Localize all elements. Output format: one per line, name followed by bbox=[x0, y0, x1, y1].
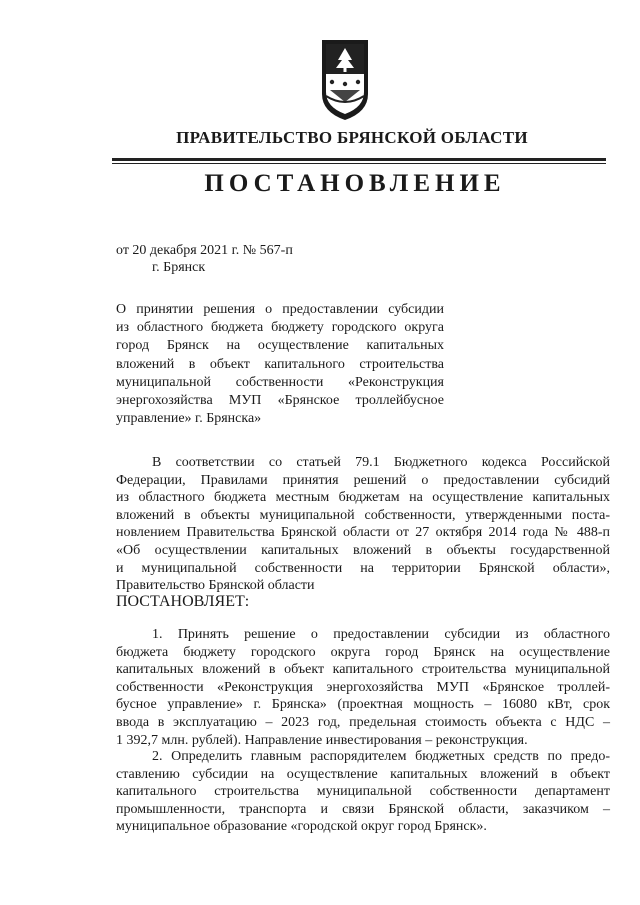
city: г. Брянск bbox=[152, 260, 206, 275]
preamble-line: и муниципальной собственности на территории Брянской области», bbox=[116, 560, 610, 576]
preamble-line: новлением Правительства Брянской области от 27 октября 2014 года № 488-п bbox=[116, 525, 610, 541]
item-2-line: капитального строительства муниципальной собственности департамент bbox=[116, 784, 610, 800]
item-1-line: капитальных вложений в объект капитального строительства муниципальной bbox=[116, 662, 610, 678]
bryansk-coat-of-arms-icon bbox=[318, 36, 372, 122]
item-1-line: 1. Принять решение о предоставлении субсидии из областного bbox=[152, 627, 610, 642]
item-2-line: 2. Определить главным распорядителем бюджетных средств по предо- bbox=[152, 749, 610, 764]
date-and-number: от 20 декабря 2021 г. № 567-п bbox=[116, 243, 293, 258]
item-1-line: бусное управление» г. Брянска» (проектная мощность – 16080 кВт, срок bbox=[116, 697, 610, 713]
header-divider-thick bbox=[112, 158, 606, 161]
preamble-line: «Об осуществлении капитальных вложений в объекты государственной bbox=[116, 542, 610, 558]
preamble-paragraph bbox=[116, 454, 610, 595]
item-2-line: муниципальное образование «городской округ город Брянск». bbox=[116, 819, 487, 835]
header-divider-thin bbox=[112, 163, 606, 164]
subject-line: муниципальной собственности «Реконструкция bbox=[116, 374, 444, 390]
document-type-title: ПОСТАНОВЛЕНИЕ bbox=[204, 170, 506, 197]
item-1-line: собственности «Реконструкция энергохозяйства МУП «Брянское троллей- bbox=[116, 679, 610, 695]
preamble-line: Федерации, Правилами принятия решений о предоставлении субсидий bbox=[116, 472, 610, 488]
government-title: ПРАВИТЕЛЬСТВО БРЯНСКОЙ ОБЛАСТИ bbox=[176, 128, 528, 147]
subject-line: вложений в объект капитального строительства bbox=[116, 356, 444, 372]
subject-line: О принятии решения о предоставлении субсидии bbox=[116, 302, 444, 317]
preamble-line: В соответствии со статьей 79.1 Бюджетного кодекса Российской bbox=[152, 455, 610, 470]
subject-line: энергохозяйства МУП «Брянское троллейбусное bbox=[116, 393, 444, 409]
preamble-line: из областного бюджета местным бюджетам на осуществление капитальных bbox=[116, 490, 610, 506]
preamble-line: Правительство Брянской области bbox=[116, 578, 315, 594]
preamble-line: вложений в объекты муниципальной собственности, утвержденными поста- bbox=[116, 507, 610, 523]
subject-line: город Брянск на осуществление капитальных bbox=[116, 338, 444, 354]
item-1-line: ввода в эксплуатацию – 2023 год, предельная стоимость объекта с НДС – bbox=[116, 714, 610, 730]
subject-line: из областного бюджета бюджету городского округа bbox=[116, 320, 444, 336]
item-2-paragraph bbox=[116, 748, 610, 836]
item-1-line: бюджета бюджету городского округа город Брянск на осуществление bbox=[116, 644, 610, 660]
item-2-line: ставлению субсидии на осуществление капитальных вложений в объект bbox=[116, 766, 610, 782]
item-2-line: промышленности, транспорта и связи Брянской области, заказчиком – bbox=[116, 801, 610, 817]
subject-block bbox=[116, 301, 444, 428]
resolves-heading: ПОСТАНОВЛЯЕТ: bbox=[116, 593, 250, 610]
subject-line: управление» г. Брянска» bbox=[116, 411, 262, 427]
item-1-paragraph bbox=[116, 626, 610, 749]
item-1-line: 1 392,7 млн. рублей). Направление инвестирования – реконструкция. bbox=[116, 732, 528, 748]
